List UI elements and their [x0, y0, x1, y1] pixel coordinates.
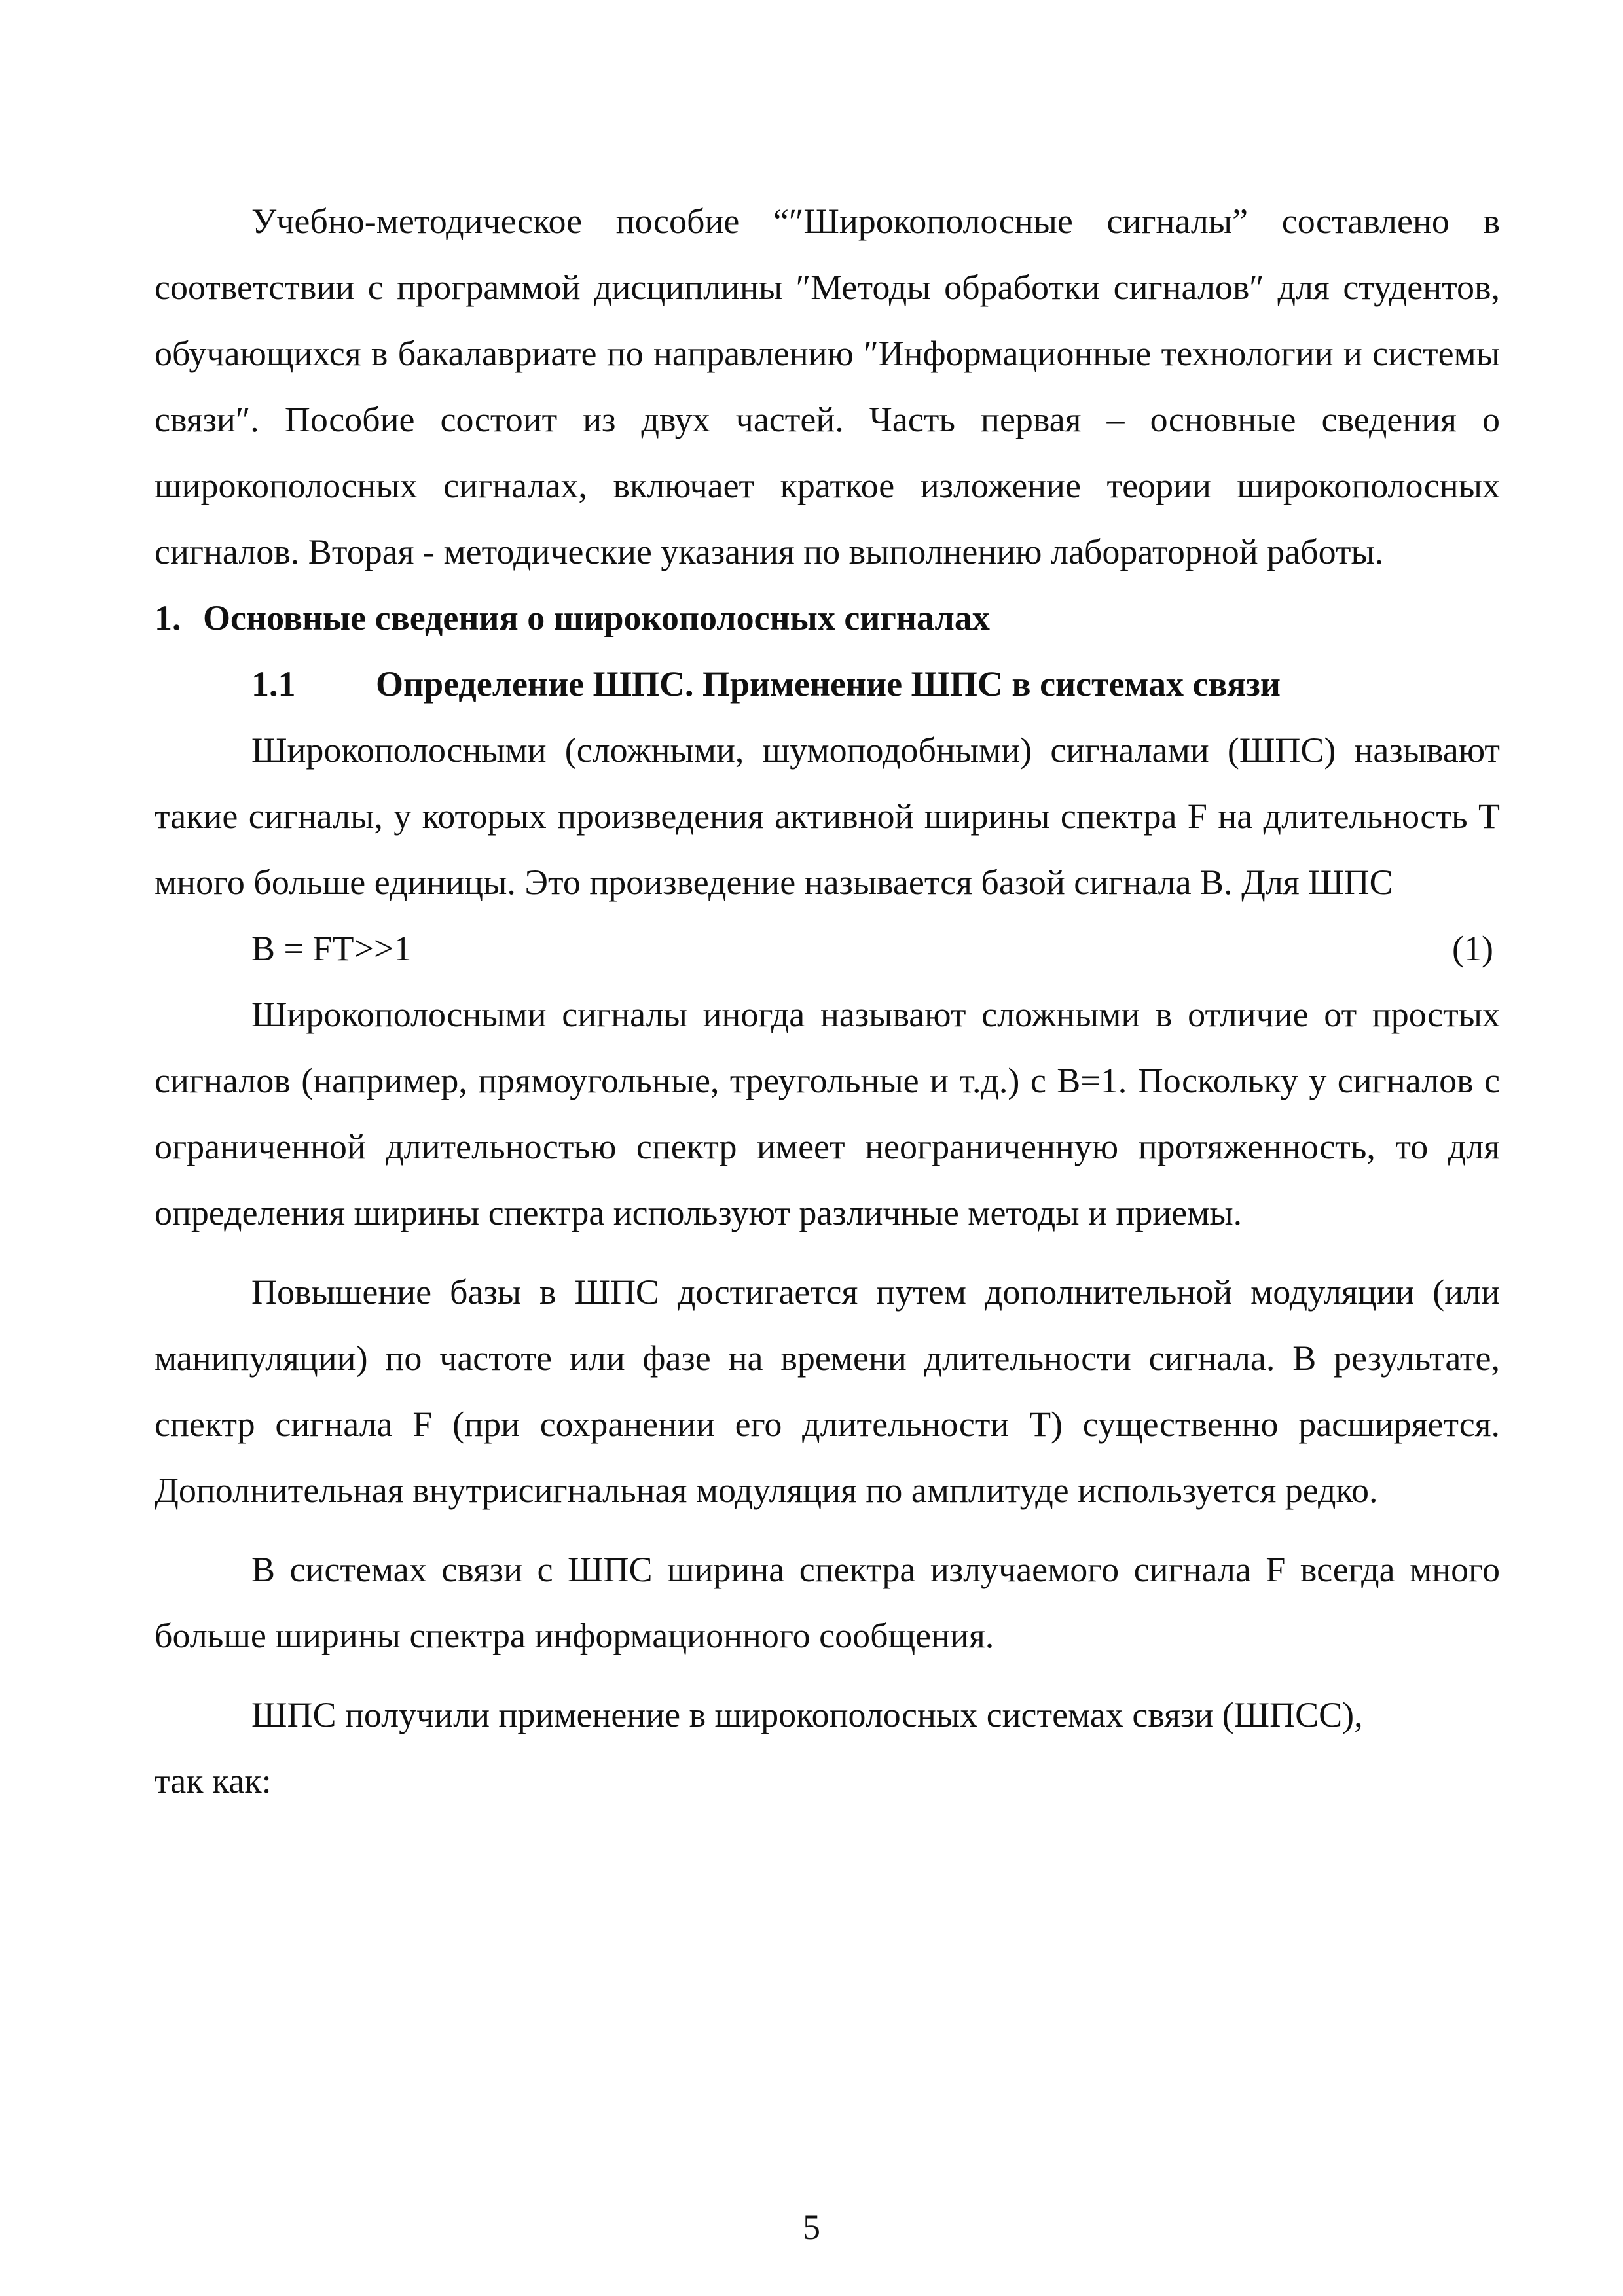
section-1-1-title: Определение ШПС. Применение ШПС в системах связи	[376, 664, 1281, 704]
section-1-title: Основные сведения о широкополосных сигналах	[203, 598, 990, 637]
paragraph-spacer	[155, 1524, 1500, 1537]
application-paragraph-end: так как:	[155, 1761, 272, 1801]
section-1-heading	[155, 585, 1500, 651]
formula-expression: B = FT>>1	[251, 929, 412, 968]
section-1-1-heading	[155, 651, 1500, 717]
intro-paragraph: Учебно-методическое пособие “″Широкополосные сигналы” составлено в соответствии с программой дисциплины ″Методы обработки сигналов″ для студентов, обучающихся в бакалавриате по направлению ″Информационные технологии и системы связи″. Пособие состоит из двух частей. Часть первая – основные сведения о широкополосных сигналах, включает краткое изложение теории широкополосных сигналов. Вторая - методические указания по выполнению лабораторной работы.	[155, 202, 1500, 571]
complex-signals-paragraph: Широкополосными сигналы иногда называют сложными в отличие от простых сигналов (например, прямоугольные, треугольные и т.д.) с B=1. Поскольку у сигналов с ограниченной длительностью спектр имеет неограниченную протяженность, то для определения ширины спектра используют различные методы и приемы.	[155, 995, 1500, 1232]
formula-number: (1)	[1452, 929, 1493, 968]
page-number: 5	[803, 2208, 820, 2247]
section-1-1-number: 1.1	[251, 664, 296, 704]
paragraph-spacer	[155, 1669, 1500, 1682]
base-increase-paragraph: Повышение базы в ШПС достигается путем дополнительной модуляции (или манипуляции) по частоте или фазе на времени длительности сигнала. В результате, спектр сигнала F (при сохранении его длительности T) существенно расширяется. Дополнительная внутрисигнальная модуляция по амплитуде используется редко.	[155, 1272, 1500, 1510]
systems-paragraph: В системах связи с ШПС ширина спектра излучаемого сигнала F всегда много больше ширины спектра информационного сообщения.	[155, 1550, 1500, 1655]
application-paragraph: ШПС получили применение в широкополосных системах связи (ШПСС),	[251, 1695, 1363, 1734]
page-content	[155, 188, 1500, 1814]
paragraph-spacer	[155, 1246, 1500, 1259]
formula-line	[155, 916, 1500, 982]
section-1-number: 1.	[155, 598, 181, 637]
definition-paragraph: Широкополосными (сложными, шумоподобными) сигналами (ШПС) называют такие сигналы, у которых произведения активной ширины спектра F на длительность T много больше единицы. Это произведение называется базой сигнала B. Для ШПС	[155, 730, 1500, 902]
